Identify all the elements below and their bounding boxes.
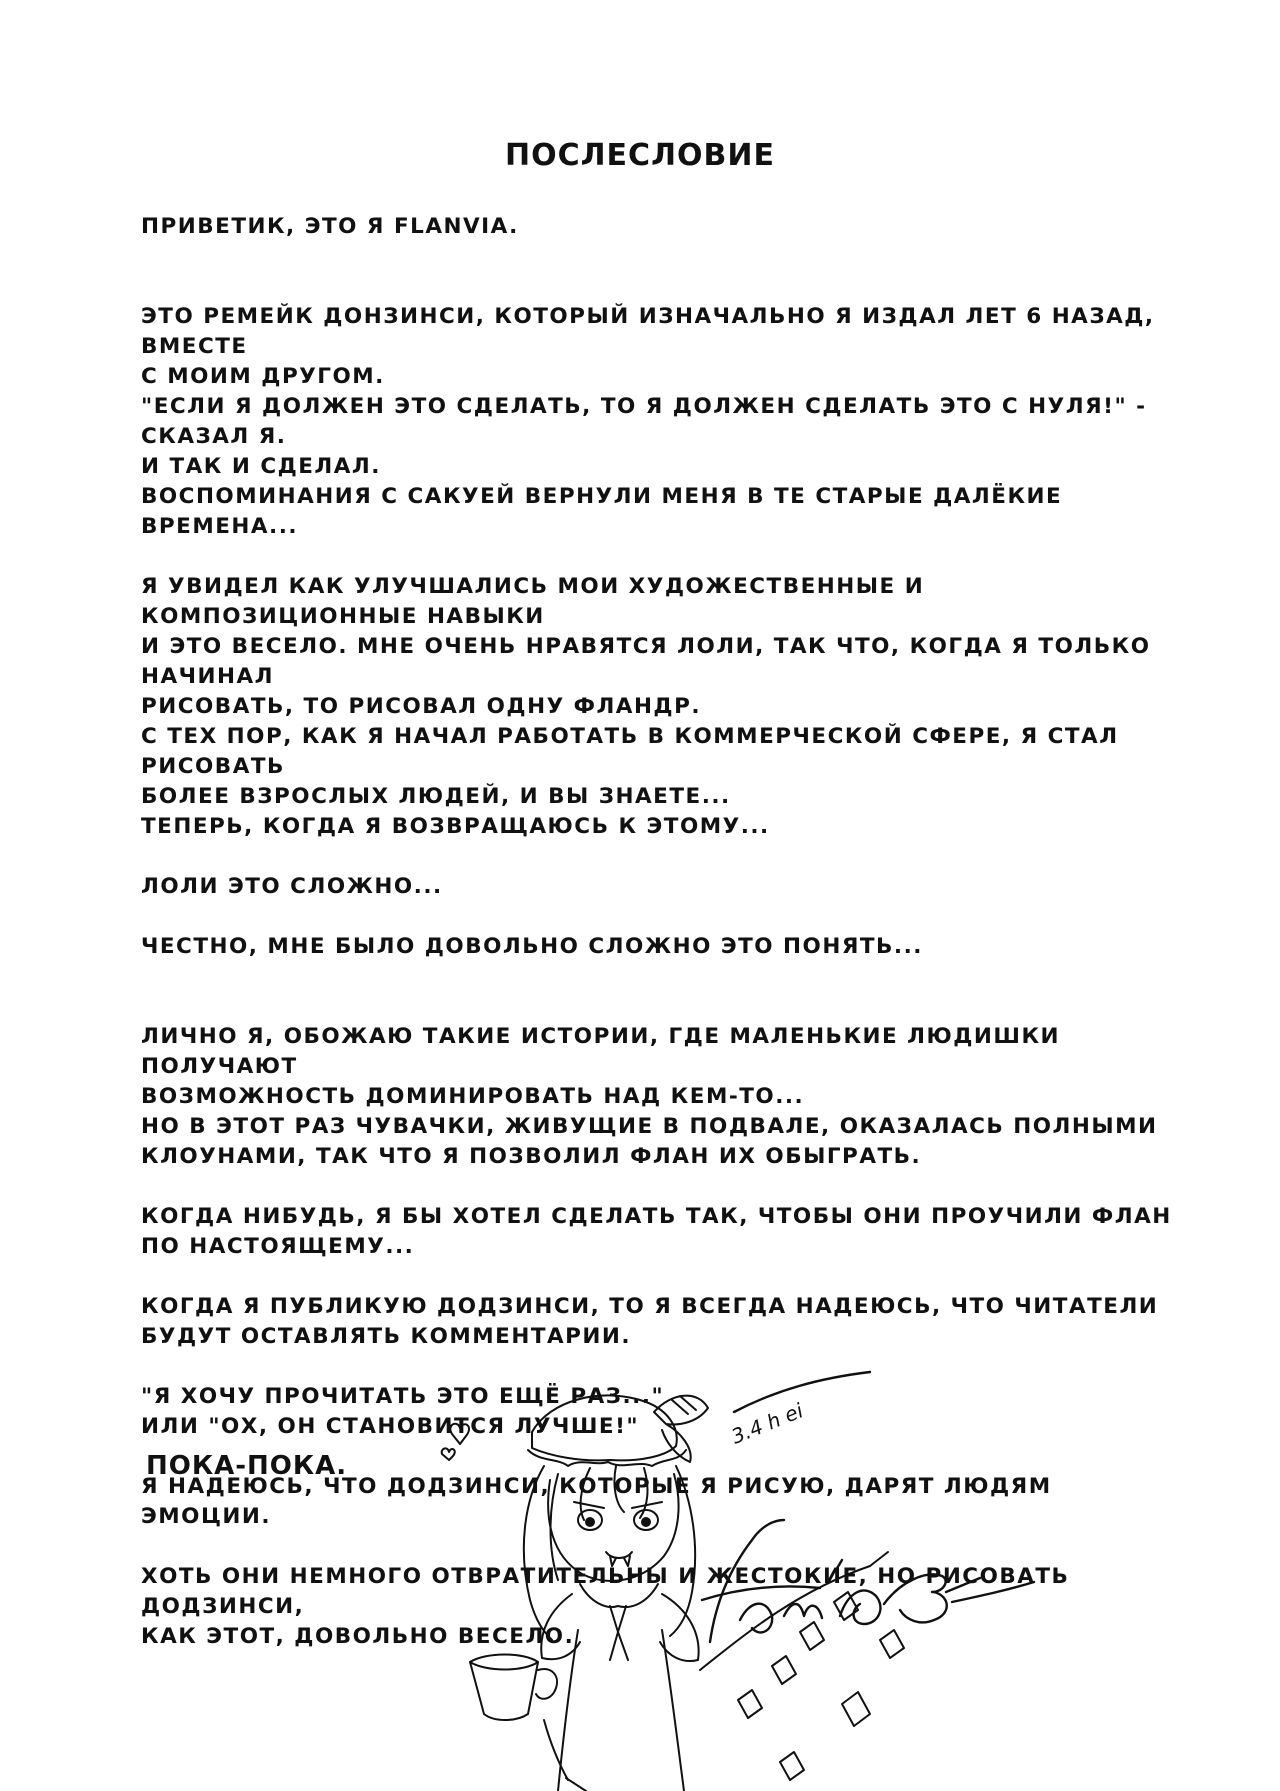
cap-frill — [528, 1450, 686, 1466]
text-line: И ЭТО ВЕСЕЛО. МНЕ ОЧЕНЬ НРАВЯТСЯ ЛОЛИ, ТАК ЧТО, КОГДА Я ТОЛЬКО НАЧИНАЛ — [141, 634, 1151, 689]
text-line: ЛОЛИ ЭТО СЛОЖНО... — [141, 874, 443, 899]
text-line: ЭТО РЕМЕЙК ДОНЗИНСИ, КОТОРЫЙ ИЗНАЧАЛЬНО Я ИЗДАЛ ЛЕТ 6 НАЗАД, ВМЕСТЕ — [141, 304, 1155, 359]
text-line: БОЛЕЕ ВЗРОСЛЫХ ЛЮДЕЙ, И ВЫ ЗНАЕТЕ... — [141, 784, 731, 809]
text-line: КАК ЭТОТ, ДОВОЛЬНО ВЕСЕЛО. — [141, 1624, 575, 1649]
collar — [580, 1584, 658, 1607]
text-line: "Я ХОЧУ ПРОЧИТАТЬ ЭТО ЕЩЁ РАЗ..." — [141, 1384, 665, 1409]
text-line: ИЛИ "ОХ, ОН СТАНОВИТСЯ ЛУЧШЕ!" — [141, 1414, 640, 1439]
text-line: Я НАДЕЮСЬ, ЧТО ДОДЗИНСИ, КОТОРЫЕ Я РИСУЮ, ДАРЯТ ЛЮДЯМ ЭМОЦИИ. — [141, 1474, 1052, 1529]
text-line: ЧЕСТНО, МНЕ БЫЛО ДОВОЛЬНО СЛОЖНО ЭТО ПОНЯТЬ... — [141, 934, 923, 959]
text-line: С МОИМ ДРУГОМ. — [141, 364, 385, 389]
signature-drawing — [702, 1372, 1034, 1642]
page-title: ПОСЛЕСЛОВИЕ — [505, 138, 775, 173]
paragraph-comments — [141, 1292, 1181, 1352]
dress-body — [558, 1630, 684, 1791]
text-line: НО В ЭТОТ РАЗ ЧУВАЧКИ, ЖИВУЩИЕ В ПОДВАЛЕ, ОКАЗАЛАСЬ ПОЛНЫМИ — [141, 1114, 1158, 1139]
text-line: ВОЗМОЖНОСТЬ ДОМИНИРОВАТЬ НАД КЕМ-ТО... — [141, 1084, 805, 1109]
paragraph-stories — [141, 1022, 1181, 1172]
text-line: ХОТЬ ОНИ НЕМНОГО ОТВРАТИТЕЛЬНЫ И ЖЕСТОКИЕ, НО РИСОВАТЬ ДОДЗИНСИ, — [141, 1564, 1070, 1619]
text-line: Я УВИДЕЛ КАК УЛУЧШАЛИСЬ МОИ ХУДОЖЕСТВЕННЫЕ И КОМПОЗИЦИОННЫЕ НАВЫКИ — [141, 574, 925, 629]
paragraph-remake — [141, 302, 1181, 542]
text-line: ПРИВЕТИК, ЭТО Я FLANVIA. — [141, 214, 519, 239]
text-line: ТЕПЕРЬ, КОГДА Я ВОЗВРАЩАЮСЬ К ЭТОМУ... — [141, 814, 770, 839]
text-line: ВОСПОМИНАНИЯ С САКУЕЙ ВЕРНУЛИ МЕНЯ В ТЕ СТАРЫЕ ДАЛЁКИЕ — [141, 484, 1063, 509]
text-line: ВРЕМЕНА... — [141, 514, 299, 539]
cup — [470, 1655, 538, 1721]
text-line: КОГДА НИБУДЬ, Я БЫ ХОТЕЛ СДЕЛАТЬ ТАК, ЧТОБЫ ОНИ ПРОУЧИЛИ ФЛАН — [141, 1204, 1172, 1229]
text-line: "ЕСЛИ Я ДОЛЖЕН ЭТО СДЕЛАТЬ, ТО Я ДОЛЖЕН СДЕЛАТЬ ЭТО С НУЛЯ!" - СКАЗАЛ Я. — [141, 394, 1147, 449]
cravat — [610, 1606, 628, 1660]
text-line: КЛОУНАМИ, ТАК ЧТО Я ПОЗВОЛИЛ ФЛАН ИХ ОБЫГРАТЬ. — [141, 1144, 922, 1169]
wing-branch — [700, 1566, 870, 1670]
paragraph-someday — [141, 1202, 1181, 1262]
paragraph-honestly — [141, 932, 1181, 962]
text-line: ЛИЧНО Я, ОБОЖАЮ ТАКИЕ ИСТОРИИ, ГДЕ МАЛЕНЬКИЕ ЛЮДИШКИ ПОЛУЧАЮТ — [141, 1024, 1061, 1079]
text-line: РИСОВАТЬ, ТО РИСОВАЛ ОДНУ ФЛАНДР. — [141, 694, 702, 719]
character-sketch-illustration — [440, 1370, 1100, 1791]
text-line: БУДУТ ОСТАВЛЯТЬ КОММЕНТАРИИ. — [141, 1324, 632, 1349]
cap-outline — [532, 1395, 677, 1460]
heart-doodle — [450, 1424, 469, 1444]
paragraph-greeting — [141, 212, 1181, 242]
text-line: И ТАК И СДЕЛАЛ. — [141, 454, 381, 479]
wing-crystals — [738, 1592, 904, 1780]
hand — [536, 1669, 557, 1699]
paragraph-loli — [141, 872, 1181, 902]
signature-date: 3.4 h ei — [727, 1398, 807, 1449]
paragraph-skills — [141, 572, 1181, 842]
text-line: КОГДА Я ПУБЛИКУЮ ДОДЗИНСИ, ТО Я ВСЕГДА НАДЕЮСЬ, ЧТО ЧИТАТЕЛИ — [141, 1294, 1159, 1319]
text-line: С ТЕХ ПОР, КАК Я НАЧАЛ РАБОТАТЬ В КОММЕРЧЕСКОЙ СФЕРЕ, Я СТАЛ РИСОВАТЬ — [141, 724, 1119, 779]
ribbon — [654, 1396, 708, 1462]
farewell-text: ПОКА-ПОКА. — [146, 1451, 348, 1481]
text-line: ПО НАСТОЯЩЕМУ... — [141, 1234, 415, 1259]
